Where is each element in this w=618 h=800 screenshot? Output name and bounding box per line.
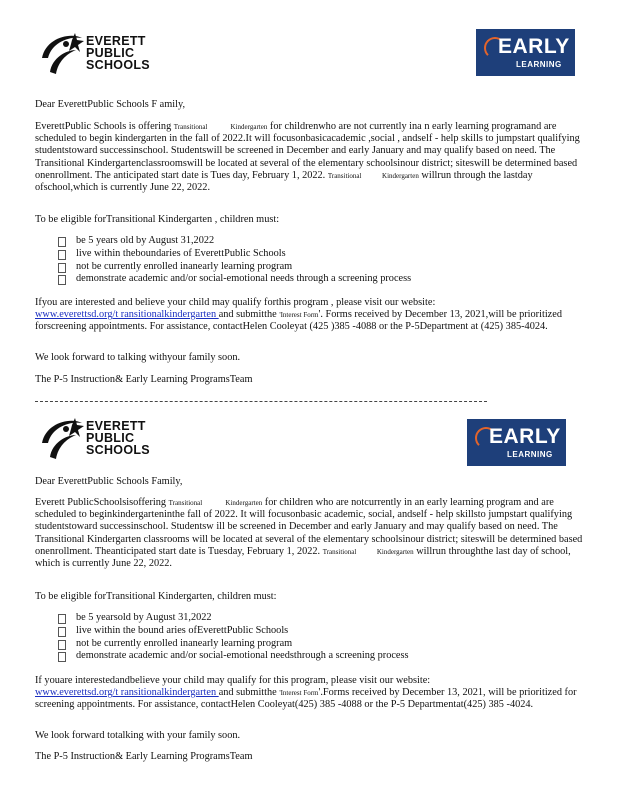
early-learning-logo: EARLY LEARNING [467,419,566,466]
closing-line: We look forward totalking with your family soon. [35,730,241,741]
eligibility-list [56,612,409,663]
list-item: demonstrate academic and/or social-emotional needs through a screening process [56,273,411,286]
everett-public-schools-logo [36,413,166,465]
greeting: Dear EverettPublic Schools F amily, [35,99,186,110]
intro-paragraph: EverettPublic Schools is offering Transitional Kindergarten for childrenwho are not currently ina n early learning programand are scheduled to begin kindergarten in the fall of 2022.It will focusonbasicacademic ,social , andself - help skills to jumpstart qualifying studentstoward successinschool. Studentswill be screened in December and early January and may qualify based on need. The Transitional Kindergartenclassroomswill be located at several of the elementary schoolsinour district; siteswill be determined based onenrollment. The anticipated start date is Tues day, February 1, 2022. Transitional Kindergarten willrun through the lastday ofschool,which is currently June 22, 2022. [35,121,580,194]
list-item: live within the bound aries ofEverettPublic Schools [56,625,409,638]
bullet-icon [58,250,66,260]
intro-paragraph: Everett PublicSchoolsisoffering Transitional Kindergarten for children who are notcurrently in an early learning program and are scheduled to beginkindergarteninthe fall of 2022. It will focusonbasic academic, social, andself - help skillsto jumpstart qualifying studentstoward successinschool. Studentsw ill be screened in December and early January and may qualify based on need. The Transitional Kindergarten classrooms will be located at several of the elementary schoolsinour district; siteswill be determined based onenrollment. Theanticipated start date is Tuesday, February 1, 2022. Transitional Kindergarten willrun throughthe last day of school, which is currently June 22, 2022. [35,497,583,570]
bullet-icon [58,652,66,662]
cut-line-divider [35,401,487,402]
logo-text: EVERETT PUBLIC SCHOOLS [86,34,150,72]
everett-public-schools-logo [36,28,166,80]
early-learning-logo: EARLY LEARNING [476,29,575,76]
list-item: be 5 years old by August 31,2022 [56,235,411,248]
kindergarten-link[interactable]: www.everettsd.org/t ransitionalkindergarten [35,687,219,699]
closing-line: We look forward to talking withyour family soon. [35,352,241,363]
bullet-icon [58,627,66,637]
logo-text: EVERETT PUBLIC SCHOOLS [86,419,150,457]
swirl-icon [36,28,88,80]
signature-team: The P-5 Instruction& Early Learning ProgramsTeam [35,374,253,385]
bullet-icon [58,275,66,285]
list-item: not be currently enrolled inanearly learning program [56,261,411,274]
signature-team: The P-5 Instruction& Early Learning ProgramsTeam [35,751,253,762]
eligibility-heading: To be eligible forTransitional Kindergarten, children must: [35,591,277,602]
kindergarten-link[interactable]: www.everettsd.org/t ransitionalkindergarten [35,309,219,321]
contact-paragraph: Ifyou are interested and believe your child may qualify forthis program , please visit our website: www.everettsd.org/t ransitionalkindergarten and submitthe 'Interest Form'. Forms received by December 13, 2021,will be prioritized forscreening appointments. For assistance, contactHelen Cooleyat (425 )385 -4088 or the P-5Department at (425) 385-4024. [35,297,562,333]
eligibility-heading: To be eligible forTransitional Kindergarten , children must: [35,214,280,225]
bullet-icon [58,614,66,624]
list-item: live within theboundaries of EverettPublic Schools [56,248,411,261]
swirl-icon [36,413,88,465]
bullet-icon [58,640,66,650]
bullet-icon [58,237,66,247]
contact-paragraph: If youare interestedandbelieve your child may qualify for this program, please visit our website: www.everettsd.org/t ransitionalkindergarten and submitthe 'Interest Form'.Forms received by December 13, 2021, will be prioritized for screening appointments. For assistance, contactHelen Cooleyat(425) 385 -4088 or the P-5 Departmentat(425) 385 -4024. [35,675,577,711]
bullet-icon [58,263,66,273]
greeting: Dear EverettPublic Schools Family, [35,476,183,487]
list-item: be 5 yearsold by August 31,2022 [56,612,409,625]
eligibility-list [56,235,411,286]
list-item: demonstrate academic and/or social-emotional needsthrough a screening process [56,650,409,663]
list-item: not be currently enrolled inanearly learning program [56,638,409,651]
